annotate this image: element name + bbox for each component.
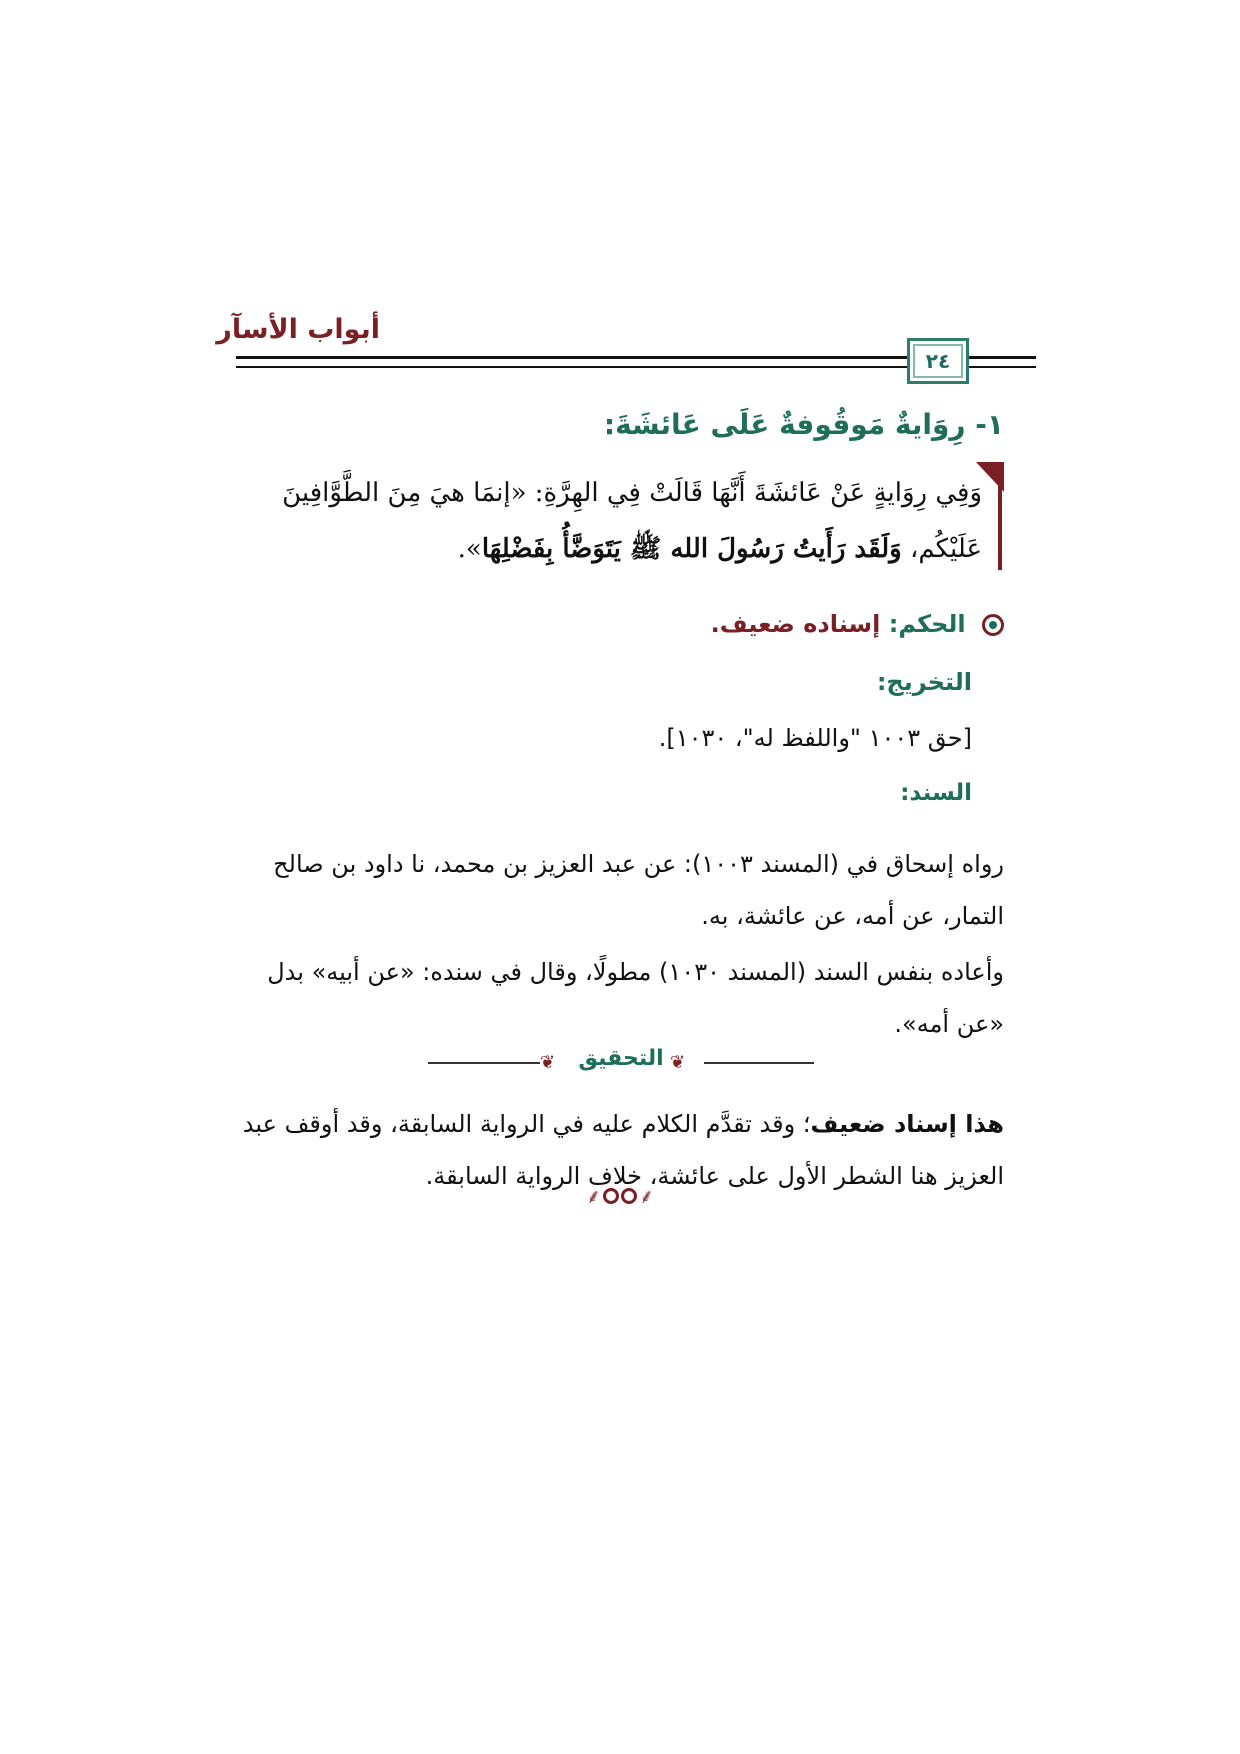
divider-line-left [428, 1062, 540, 1064]
ornament-rosette-icon [603, 1188, 619, 1204]
tahqiq-text: ؛ وقد تقدَّم الكلام عليه في الرواية السابقة، وقد أوقف عبد العزيز هنا الشطر الأول على عائشة، خلاف الرواية السابقة. [242, 1110, 1004, 1190]
flourish-right-icon: ⸙ [639, 1184, 654, 1208]
header-rule-top [236, 356, 1004, 359]
ornament-rosette-icon [621, 1188, 637, 1204]
swirl-icon: ❦ [670, 1052, 686, 1073]
tahqiq-heading: التحقيق [578, 1046, 664, 1071]
takhrij-text: [حق ١٠٠٣ "واللفظ له"، ١٠٣٠]. [658, 724, 972, 752]
header-rule-bottom [236, 366, 1004, 368]
hadith-emphasis: وَلَقَد رَأَيتُ رَسُولَ الله ﷺ يَتَوَضَّأُ بِفَضْلِهَا [481, 534, 902, 564]
hadith-text-line-2 [237, 532, 982, 570]
swirl-icon: ❦ [540, 1052, 556, 1073]
flourish-left-icon: ⸙ [586, 1184, 601, 1208]
hadith-text-part: عَلَيْكُم، [901, 534, 982, 564]
page-number: ٢٤ [925, 349, 951, 373]
page-number-frame [907, 338, 969, 384]
flower-icon [982, 614, 1004, 636]
sanad-paragraph-2: وأعاده بنفس السند (المسند ١٠٣٠) مطولًا، وقال في سنده: «عن أبيه» بدل «عن أمه». [267, 958, 1004, 1038]
tahqiq-lead: هذا إسناد ضعيف [810, 1110, 1004, 1138]
hadith-text-line-1: وَفِي رِوَايةٍ عَنْ عَائشَةَ أَنَّهَا قَالَتْ فِي الهِرَّةِ: «إنمَا هيَ مِنَ الطَّوَّافِينَ [282, 478, 982, 508]
ruling-label: الحكم: [888, 610, 966, 638]
ruling-line [244, 610, 1004, 638]
divider-line-right [704, 1062, 814, 1064]
header-rule-top-end [1004, 356, 1036, 359]
sanad-paragraph-1: رواه إسحاق في (المسند ١٠٠٣): عن عبد العزيز بن محمد، نا داود بن صالح التمار، عن أمه، عن عائشة، به. [273, 850, 1004, 930]
sanad-label: السند: [900, 780, 972, 806]
header-rule-bottom-end [1004, 366, 1036, 368]
hadith-text-end: ». [457, 534, 482, 564]
floral-ornament-icon [584, 1183, 656, 1209]
ruling-value: إسناده ضعيف. [710, 610, 881, 638]
hadith-side-rule [998, 478, 1002, 570]
running-title: أبواب الأسآر [216, 314, 380, 345]
takhrij-label: التخريج: [876, 668, 972, 696]
section-heading: ١- رِوَايةٌ مَوقُوفةٌ عَلَى عَائشَةَ: [603, 408, 1004, 441]
